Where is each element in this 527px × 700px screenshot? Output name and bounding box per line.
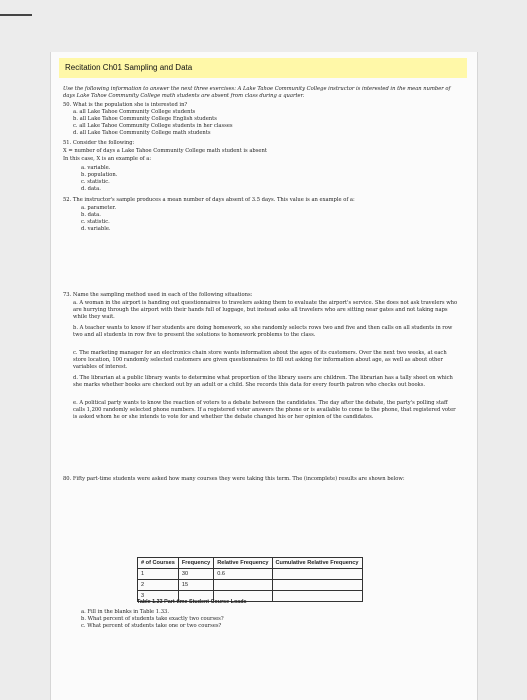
q52-option-d: d. variable. <box>81 226 111 232</box>
q51-option-b: b. population. <box>81 172 118 178</box>
q80-option-b: b. What percent of students take exactly two courses? <box>81 616 224 622</box>
q73-item-e: e. A political party wants to know the reaction of voters to a debate between the candidates. The day after the debate, the party's polling staff calls 1,200 randomly selected phone numbers. If a registered voter answers the phone or is available to come to the phone, that registered voter is asked whom he or she intends to vote for and whether the debate changed his or her opinion of the candidates. <box>73 400 456 421</box>
page-title: Recitation Ch01 Sampling and Data <box>59 58 467 78</box>
q80-option-a: a. Fill in the blanks in Table 1.33. <box>81 609 169 615</box>
table-cell: 0.6 <box>214 569 272 580</box>
table-row <box>138 580 363 591</box>
q52-option-a: a. parameter. <box>81 205 117 211</box>
table-header-row <box>138 558 363 569</box>
table-header: # of Courses <box>138 558 179 569</box>
table-cell: 1 <box>138 569 179 580</box>
table-row <box>138 569 363 580</box>
q51-stem: 51. Consider the following: <box>63 140 135 146</box>
q50-option-a: a. all Lake Tahoe Community College students <box>73 109 196 115</box>
q73-item-d: d. The librarian at a public library wants to determine what proportion of the library users are children. The librarian has a tally sheet on which she marks whether books are checked out by an adult or a child. She records this data for every fourth patron who checks out books. <box>73 375 453 389</box>
q51-option-d: d. data. <box>81 186 101 192</box>
q51-option-c: c. statistic. <box>81 179 110 185</box>
table-header: Cumulative Relative Frequency <box>272 558 362 569</box>
q73-item-b: b. A teacher wants to know if her students are doing homework, so she randomly selects rows two and five and then calls on all students in row two and all students in row five to present the solutions to homework problems to the class. <box>73 325 453 339</box>
q50-option-b: b. all Lake Tahoe Community College English students <box>73 116 217 122</box>
table-header: Frequency <box>178 558 213 569</box>
q80-option-c: c. What percent of students take one or two courses? <box>81 623 222 629</box>
course-load-table <box>137 557 363 602</box>
q73-stem: 73. Name the sampling method used in each of the following situations: <box>63 292 253 298</box>
q51-option-a: a. variable. <box>81 165 111 171</box>
table-cell <box>214 580 272 591</box>
q52-stem: 52. The instructor's sample produces a mean number of days absent of 3.5 days. This value is an example of a: <box>63 197 355 203</box>
top-rule <box>0 14 32 16</box>
table-cell: 3 <box>138 591 179 602</box>
table-cell: 15 <box>178 580 213 591</box>
q51-question: In this case, X is an example of a: <box>63 156 152 162</box>
q73-item-c: c. The marketing manager for an electronics chain store wants information about the ages of its customers. Over the next two weeks, at each store location, 100 randomly selected customers are given questionnaires to fill out asking for information about age, as well as about other variables of interest. <box>73 350 447 371</box>
q73-item-a: a. A woman in the airport is handing out questionnaires to travelers asking them to evaluate the airport's service. She does not ask travelers who are hurrying through the airport with their hands full of luggage, but instead asks all travelers who are sitting near gates and not taking naps while they wait. <box>73 300 458 321</box>
q52-option-b: b. data. <box>81 212 101 218</box>
q80-stem: 80. Fifty part-time students were asked how many courses they were taking this term. The (incomplete) results are shown below: <box>63 476 405 482</box>
intro-text: Use the following information to answer the next three exercises: A Lake Tahoe Community College instructor is interested in the mean number of days Lake Tahoe Community College math students are absent from class during a quarter. <box>63 86 451 100</box>
table-cell <box>272 580 362 591</box>
table-header: Relative Frequency <box>214 558 272 569</box>
q50-option-c: c. all Lake Tahoe Community College students in her classes <box>73 123 233 129</box>
document-page <box>50 52 478 700</box>
q50-option-d: d. all Lake Tahoe Community College math students <box>73 130 211 136</box>
table-cell <box>272 591 362 602</box>
table-cell: 2 <box>138 580 179 591</box>
q52-option-c: c. statistic. <box>81 219 110 225</box>
q50-stem: 50. What is the population she is interested in? <box>63 102 188 108</box>
q51-definition: X = number of days a Lake Tahoe Community College math student is absent <box>63 148 267 154</box>
table-cell: 30 <box>178 569 213 580</box>
table-caption: Table 1.33 Part-time Student Course Loads <box>137 599 247 605</box>
table-cell <box>272 569 362 580</box>
